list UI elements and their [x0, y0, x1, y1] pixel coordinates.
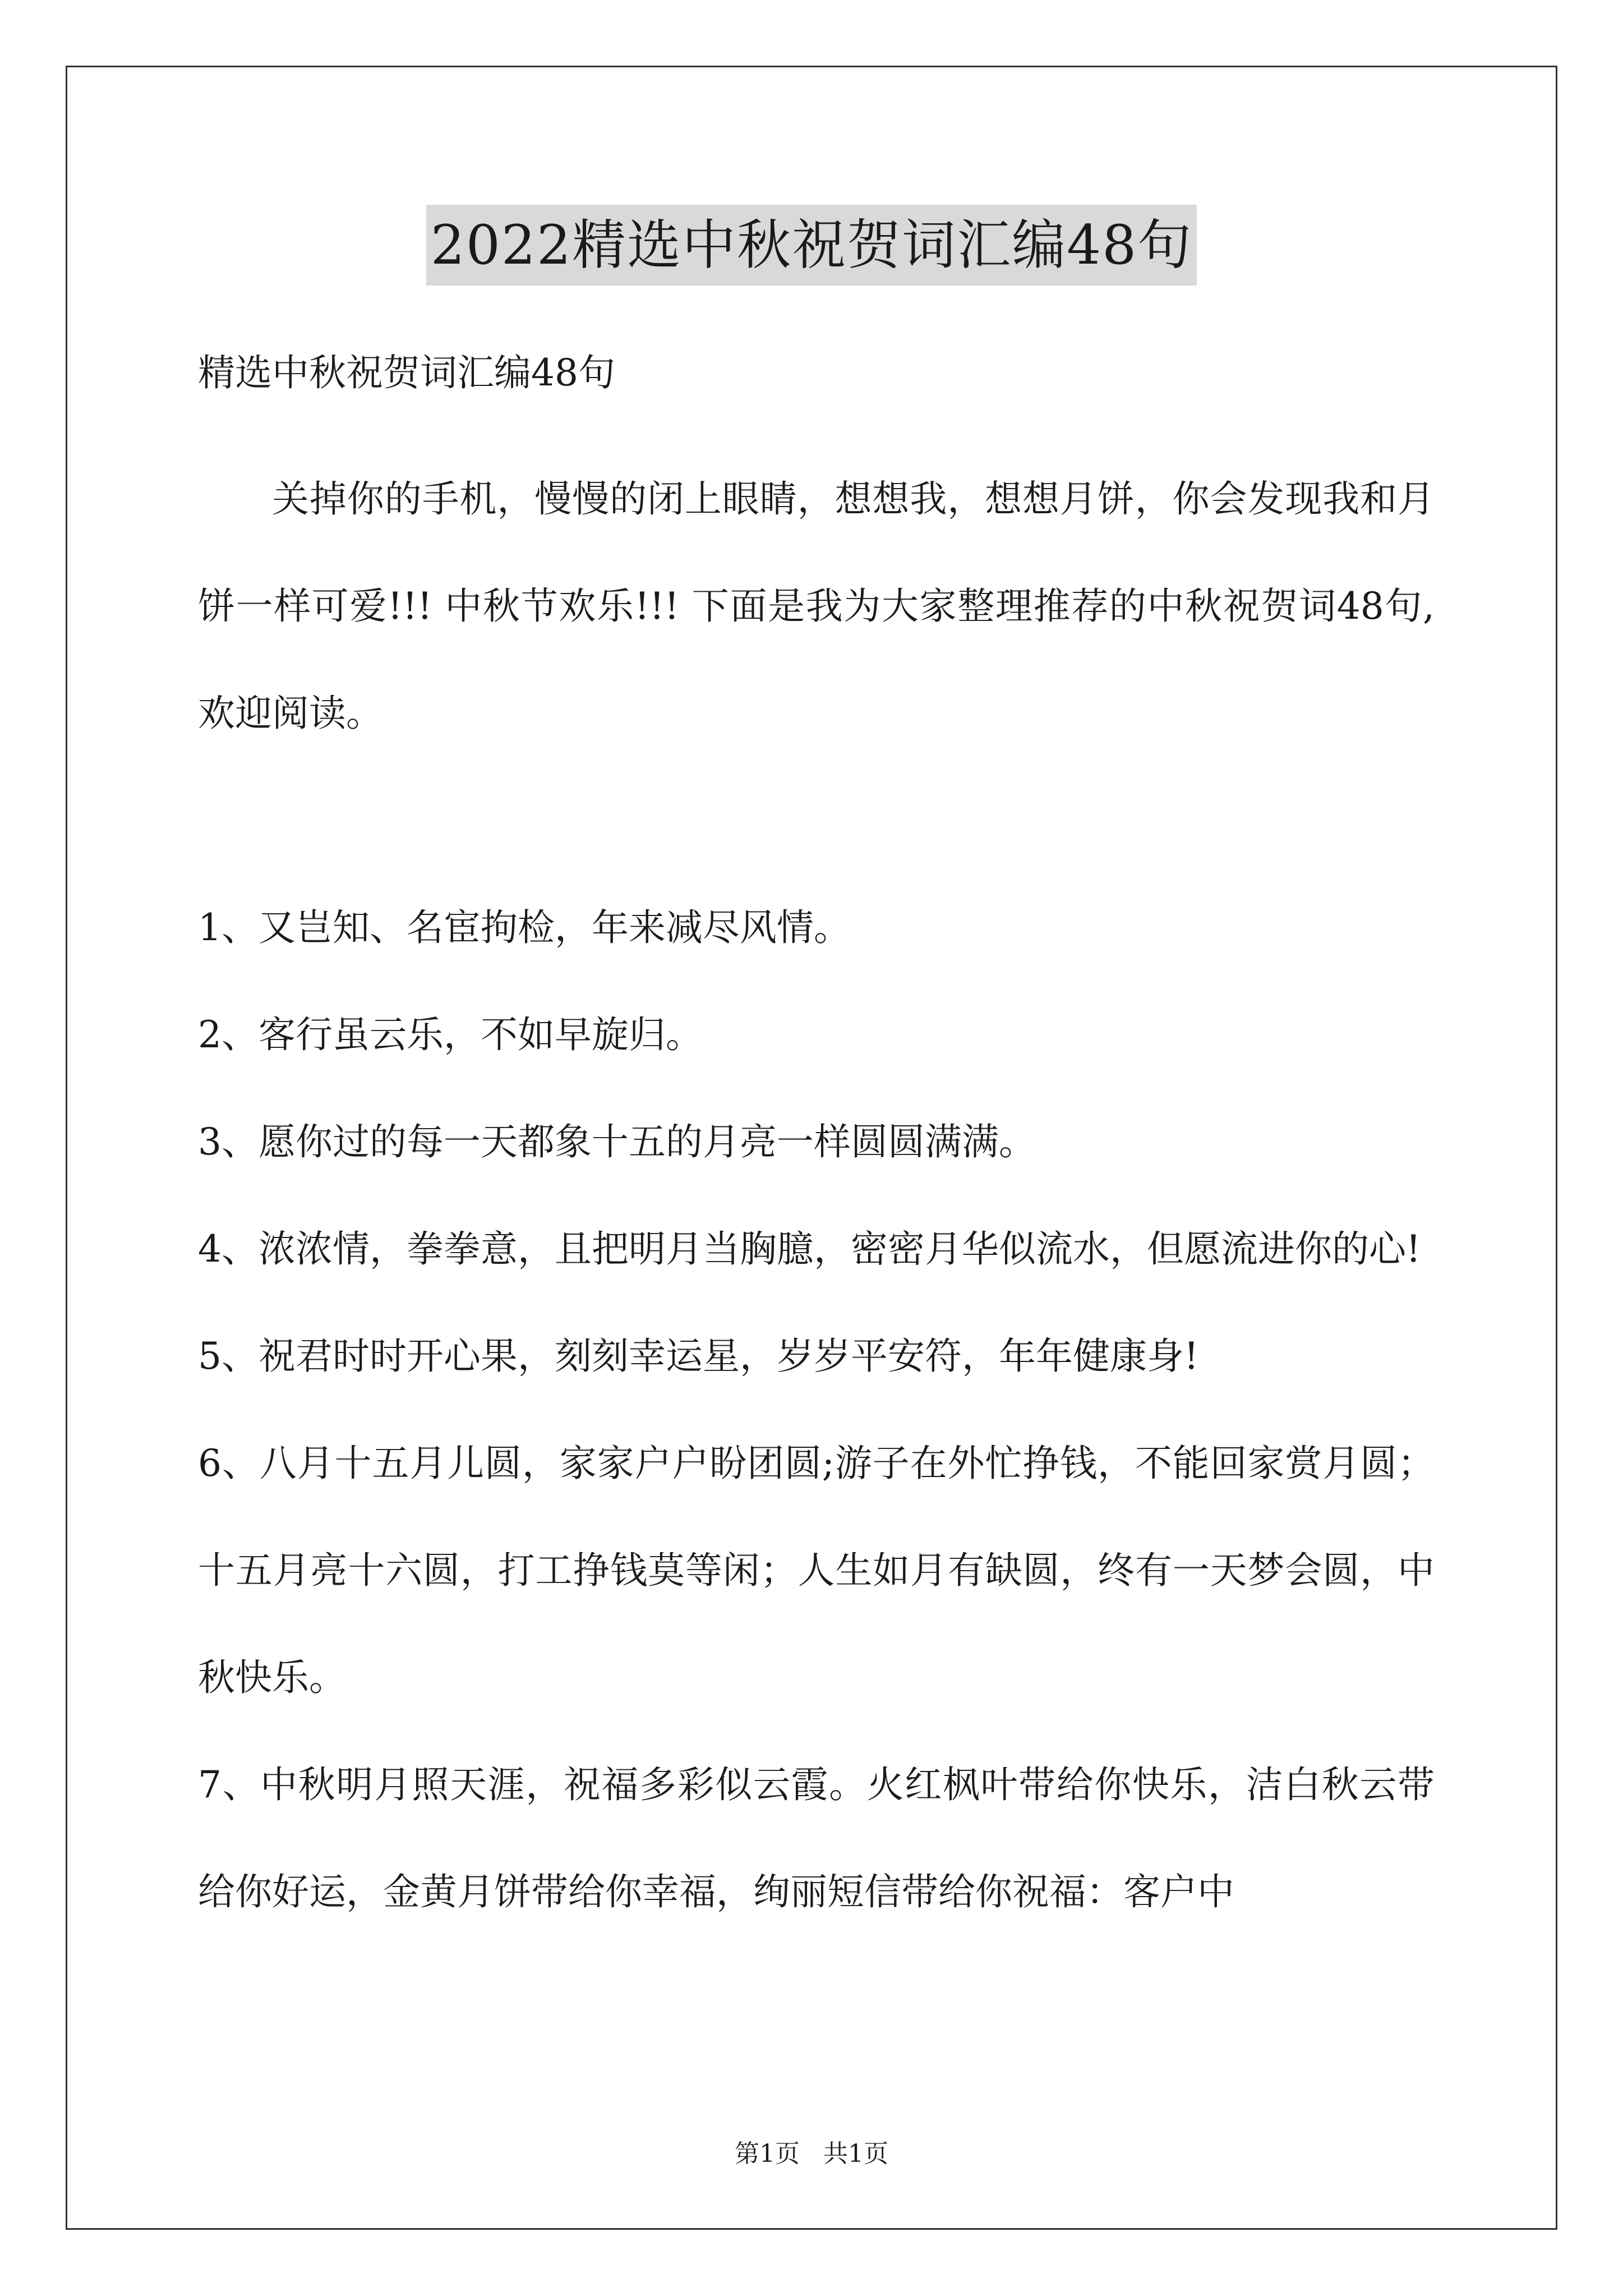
list-item: 2、客行虽云乐，不如早旋归。	[198, 1013, 703, 1056]
paragraph-gap	[198, 767, 1435, 874]
page-footer: 第1页 共1页	[735, 2139, 888, 2168]
document-title: 2022精选中秋祝贺词汇编48句	[426, 205, 1197, 286]
document-subtitle: 精选中秋祝贺词汇编48句	[198, 351, 615, 394]
list-item: 5、祝君时时开心果，刻刻幸运星，岁岁平安符，年年健康身!	[198, 1335, 1199, 1378]
document-body	[198, 339, 1435, 1945]
intro-paragraph: 关掉你的手机，慢慢的闭上眼睛，想想我，想想月饼，你会发现我和月饼一样可爱!!! 中秋节欢乐!!! 下面是我为大家整理推荐的中秋祝贺词48句,欢迎阅读。	[198, 477, 1435, 735]
list-item: 6、八月十五月儿圆，家家户户盼团圆;游子在外忙挣钱，不能回家赏月圆；十五月亮十六圆，打工挣钱莫等闲；人生如月有缺圆，终有一天梦会圆，中秋快乐。	[198, 1442, 1435, 1699]
list-item: 4、浓浓情，拳拳意，且把明月当胸臆，密密月华似流水，但愿流进你的心!	[198, 1227, 1421, 1271]
list-item: 1、又岂知、名宦拘检，年来减尽风情。	[198, 906, 851, 949]
list-item: 3、愿你过的每一天都象十五的月亮一样圆圆满满。	[198, 1120, 1036, 1163]
title-container	[0, 205, 1623, 286]
list-item: 7、中秋明月照天涯，祝福多彩似云霞。火红枫叶带给你快乐，洁白秋云带给你好运，金黄月饼带给你幸福，绚丽短信带给你祝福：客户中	[198, 1763, 1435, 1913]
